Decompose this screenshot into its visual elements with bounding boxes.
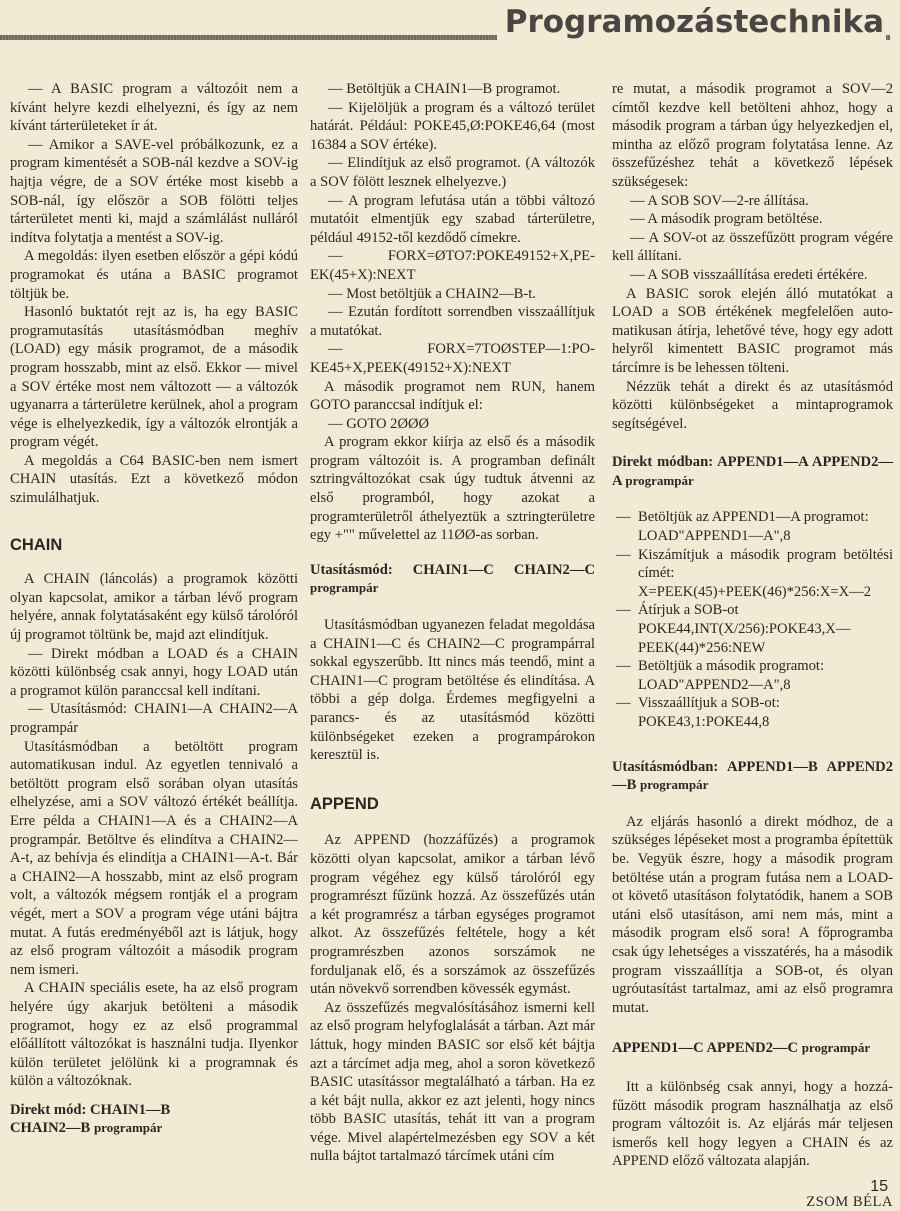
step-code: POKE44,INT(X/256):POKE43,X—PEEK(44)*256:NEW bbox=[638, 621, 851, 656]
subheading-main: Utasításmód: CHAIN1—C CHAIN2—C bbox=[310, 561, 595, 578]
step-text: Visszaállítjuk a SOB-ot: bbox=[638, 695, 780, 712]
paragraph: — Elindítjuk az első programot. (A változók a SOV fölött lesznek elhelyezve.) bbox=[310, 155, 595, 190]
step-text: Átírjuk a SOB-ot bbox=[638, 602, 739, 619]
step-text: Kiszámítjuk a második program betöltési címét: bbox=[638, 546, 893, 582]
paragraph: — Ezután fordított sorrendben visszaállítjuk a mutatókat. bbox=[310, 304, 595, 339]
section-heading-append: APPEND bbox=[310, 794, 379, 813]
list-step: — A második program betöltése. bbox=[630, 211, 823, 228]
paragraph: Nézzük tehát a direkt és az utasításmód közötti különbségeket a mintaprogramok segítségével. bbox=[612, 378, 893, 432]
subheading-main: CHAIN2—B bbox=[10, 1120, 91, 1137]
paragraph: — A program lefutása után a többi változó mutatóit elmentjük egy szabad tárterületre, például 49152-től kezdődő címekre. bbox=[310, 192, 595, 246]
page-number: 15 bbox=[870, 1178, 888, 1195]
paragraph: — Most betöltjük a CHAIN2—B-t. bbox=[328, 285, 536, 302]
subheading-line: Direkt mód: CHAIN1—B bbox=[10, 1101, 171, 1118]
subheading-suffix: programpár bbox=[625, 472, 694, 488]
step-item bbox=[612, 694, 893, 731]
step-text: Betöltjük az APPEND1—A programot: bbox=[638, 509, 869, 526]
code-line: — FORX=7TOØSTEP—1:POKE45+X,PEEK(49152+X):NEXT bbox=[310, 341, 595, 376]
dash-bullet: — bbox=[616, 509, 631, 526]
paragraph: A megoldás: ilyen esetben először a gépi kódú programokat és utána a BASIC programot töltjük be. bbox=[10, 248, 298, 302]
section-heading-chain: CHAIN bbox=[10, 535, 63, 554]
code-line: — FORX=ØTO7:POKE49152+X,PEEK(45+X):NEXT bbox=[310, 248, 595, 283]
paragraph: — Betöltjük a CHAIN1—B programot. bbox=[328, 81, 561, 97]
append-steps-list bbox=[612, 508, 893, 731]
subheading-suffix: programpár bbox=[639, 777, 709, 793]
page-header bbox=[0, 0, 900, 60]
paragraph: re mutat, a második programot a SOV—2 címtől kezdve kell betölteni ahhoz, hogy a második program a tárban úgy helyezkedjen el, mintha az előző program folytatása lenne. Az összefűzéshez tehát a következő lépések szükségesek: bbox=[612, 81, 893, 190]
step-item bbox=[612, 657, 893, 694]
step-text: Betöltjük a második programot: bbox=[638, 658, 825, 675]
section-title: Programozástechnika bbox=[497, 4, 886, 40]
step-code: X=PEEK(45)+PEEK(46)*256:X=X—2 bbox=[638, 583, 872, 600]
column-1 bbox=[10, 80, 298, 1152]
column-2 bbox=[310, 80, 595, 1166]
list-step: — A SOB visszaállítása eredeti értékére. bbox=[630, 266, 868, 283]
dash-bullet: — bbox=[616, 658, 631, 675]
paragraph: A második programot nem RUN, hanem GOTO paranccsal indítjuk el: bbox=[310, 378, 595, 414]
code-line: — GOTO 2ØØØ bbox=[328, 415, 430, 432]
subheading-suffix: programpár bbox=[801, 1040, 871, 1056]
subheading-main: Utasításmódban: APPEND1—B APPEND2—B bbox=[612, 758, 893, 794]
paragraph: Az eljárás hasonló a direkt módhoz, de a szükséges lépéseket most a programba építettük be. Vegyük észre, hogy a második program betöltése után a program futása nem a LOAD-ot követő utasításon folytatódik, hanem a SOB utáni első utasításon, ami nem más, mint a második program első sora! A főprogramba csak úgy lehetséges a visszatérés, ha a második program visszaállítja a SOB-ot, és olyan ugróutasítást tartalmaz, ami az első programra mutat. bbox=[612, 813, 893, 1016]
paragraph: A CHAIN (láncolás) a programok közötti olyan kapcsolat, amikor a tárban lévő program helyére, annak folytatásaként egy külső tárolóról új programot töltünk be, majd azt elindítjuk. bbox=[10, 571, 298, 644]
column-3 bbox=[612, 80, 893, 1211]
subheading-append-b bbox=[612, 758, 893, 795]
subheading-line bbox=[10, 1119, 298, 1138]
paragraph: Az összefűzés megvalósításához ismerni kell az első program helyfoglalását a tárban. Azt már láttuk, hogy minden BASIC sor első két bájtja azt a tárcímet adja meg, ahol a soron következő BASIC utasítássor megtalálható a tárban. Ha ez a két bájt nulla, akkor ez azt jelenti, hogy nincs több BASIC utasítás, tehát itt van a program vége. Mivel alapértelmezésben egy SOV a két nulla bájtot tartalmazó tárcímek utáni cím bbox=[310, 999, 595, 1165]
step-code: POKE43,1:POKE44,8 bbox=[638, 714, 770, 730]
list-step: — A SOB SOV—2-re állítása. bbox=[630, 192, 809, 209]
subheading-suffix: programpár bbox=[310, 580, 379, 596]
paragraph: — Direkt módban a LOAD és a CHAIN közötti különbség csak annyi, hogy LOAD után a programot külön paranccsal kell indítani. bbox=[10, 645, 298, 699]
paragraph: Hasonló buktatót rejt az is, ha egy BASIC programutasítás utasításmódban meghív (LOAD) egy másik programot, de a második program hosszabb, mint az első. Ekkor — mivel a SOV értéke most nem változott — a változók ugyanarra a tárterületre kerülnek, ahol a program vége is elhelyezkedik, így a változók elrontják a program végét. bbox=[10, 304, 298, 451]
step-code: LOAD"APPEND1—A",8 bbox=[638, 528, 791, 545]
paragraph: Utasításmódban a betöltött program automatikusan indul. Az egyetlen tennivaló a betöltött program első sorában olyan utasítás elhelyzése, ami a SOV változó értékét beállítja. Erre példa a CHAIN1—A és a CHAIN2—A programpár. Betöltve és elindítva a CHAIN2—A-t, az behívja és elindítja a CHAIN1—A-t. Bár a CHAIN2—A hosszabb, mint az első program volt, a változók mégsem rontják el a program végét, mert a SOV a program vége utáni bájtra mutat. A futás eredményéből azt is látjuk, hogy az első program változóit a második program nem ismeri. bbox=[10, 738, 298, 978]
step-item bbox=[612, 601, 893, 657]
dash-bullet: — bbox=[616, 602, 631, 619]
author-signature: ZSOM BÉLA bbox=[806, 1193, 893, 1210]
paragraph: Itt a különbség csak annyi, hogy a hozzáfűzött második program használhatja az első program változóit is. Az eljárás már teljesen ismerős kell hogy legyen a CHAIN és az APPEND előző változata alapján. bbox=[612, 1078, 893, 1170]
paragraph: A megoldás a C64 BASIC-ben nem ismert CHAIN utasítás. Ezt a következő módon szimulálhatjuk. bbox=[10, 452, 298, 507]
subheading-suffix: programpár bbox=[93, 1120, 163, 1136]
subheading-main: Direkt módban: APPEND1—A APPEND2—A bbox=[612, 454, 893, 489]
subheading-direct-chain-b bbox=[10, 1101, 298, 1138]
paragraph: A program ekkor kiírja az első és a második program változóit is. A programban definált sztringváltozókat csak úgy tudtuk átvenni az első programból, hogy azokat a programterületről áthelyeztük a sztringterületre egy +"" művelettel az 11ØØ-as sorban. bbox=[310, 434, 595, 544]
subheading-chain-c bbox=[310, 561, 595, 598]
step-item bbox=[612, 546, 893, 602]
subheading-append-c bbox=[612, 1039, 893, 1058]
paragraph: — Amikor a SAVE-vel próbálkozunk, ez a program kimentését a SOB-nál kezdve a SOV-ig hajtja végre, de a SOV értéke most kisebb a SOB-nál, így először a SOB fölötti teljes tárterületet menti ki, majd a számlálást nulláról indítva folytatja a mentést a SOV-ig. bbox=[10, 136, 298, 246]
subheading-direct-append-a bbox=[612, 453, 893, 490]
paragraph: A CHAIN speciális esete, ha az első program helyére úgy akarjuk betölteni a második programot, hogy ez az első programmal előállított változókat is használni tudja. Ilyenkor külön területet jelölünk ki a programnak és külön a változóknak. bbox=[10, 980, 298, 1090]
dash-bullet: — bbox=[616, 546, 631, 563]
paragraph: A BASIC sorok elején álló mutatókat a LOAD a SOB értékének megfelelően automatikusan átírja, lehetővé téve, hogy egy adott helyről kimentett BASIC programot más tárcímre is be lehessen tölteni. bbox=[612, 285, 893, 376]
subheading-main: APPEND1—C APPEND2—C bbox=[612, 1040, 799, 1057]
paragraph: — A BASIC program a változóit nem a kívánt helyre kezdi elhelyezni, és így az nem kívánt tárterületeket ír át. bbox=[10, 81, 298, 135]
list-step: — A SOV-ot az összefűzött program végére kell állítani. bbox=[612, 229, 893, 265]
paragraph: Az APPEND (hozzáfűzés) a programok közötti olyan kapcsolat, amikor a tárban lévő program végéhez egy külső tárolóról egy programrészt fűzünk hozzá. Az összefűzés után a két programrész a tárban egységes programot alkot. Az összefűzés feltétele, hogy a két programrészben azonos sorszámok ne forduljanak elő, és a sorszámok az összefűzés után növekvő sorrendben kövessék egymást. bbox=[310, 832, 595, 998]
dash-bullet: — bbox=[616, 695, 631, 712]
step-item bbox=[612, 508, 893, 545]
paragraph: — Kijelöljük a program és a változó terület határát. Például: POKE45,Ø:POKE46,64 (most 16384 a SOV értéke). bbox=[310, 99, 595, 153]
paragraph: — Utasításmód: CHAIN1—A CHAIN2—A programpár bbox=[10, 701, 298, 736]
paragraph: Utasításmódban ugyanezen feladat megoldása a CHAIN1—C és CHAIN2—C programpárral sokkal egyszerűbb. Itt nincs más teendő, mint a CHAIN1—C program betöltése és elindítása. A többi a gép dolga. Érdemes megfigyelni a parancs- és az utasításmód közötti különbségeket ezeken a programpárokon keresztül is. bbox=[310, 617, 595, 764]
step-code: LOAD"APPEND2—A",8 bbox=[638, 676, 791, 693]
